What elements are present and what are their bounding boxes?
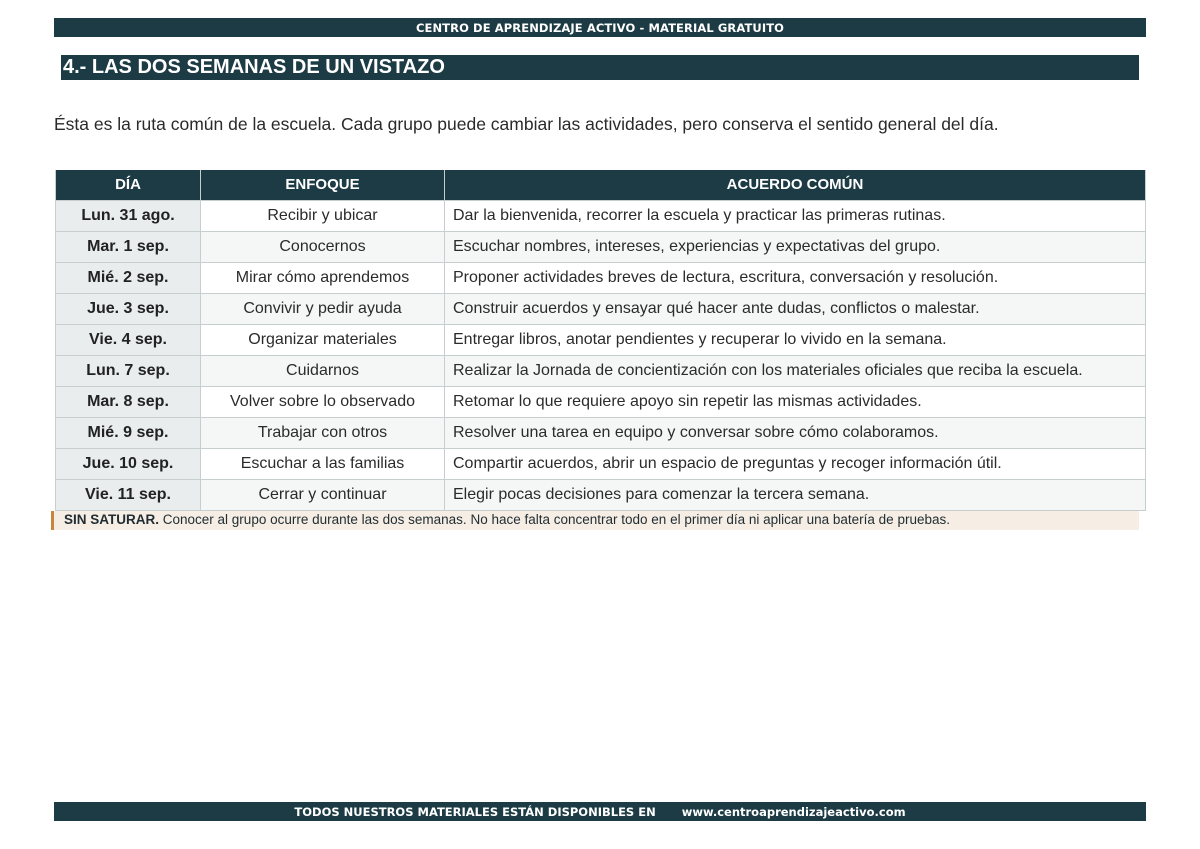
table-row xyxy=(56,386,1146,417)
table-row xyxy=(56,324,1146,355)
row-day: Mié. 2 sep. xyxy=(56,262,201,293)
note-label: SIN SATURAR. xyxy=(64,512,160,527)
row-focus: Recibir y ubicar xyxy=(201,200,445,231)
row-day: Mar. 1 sep. xyxy=(56,231,201,262)
row-day: Lun. 7 sep. xyxy=(56,355,201,386)
row-agreement: Elegir pocas decisiones para comenzar la tercera semana. xyxy=(445,479,1146,510)
table-row xyxy=(56,355,1146,386)
bottom-banner xyxy=(54,802,1146,821)
top-banner-text: CENTRO DE APRENDIZAJE ACTIVO - MATERIAL GRATUITO xyxy=(415,20,785,35)
row-agreement: Entregar libros, anotar pendientes y recuperar lo vivido en la semana. xyxy=(445,324,1146,355)
header-day: DÍA xyxy=(56,170,201,200)
footer-text: TODOS NUESTROS MATERIALES ESTÁN DISPONIBLES EN xyxy=(294,804,656,819)
row-focus: Mirar cómo aprendemos xyxy=(201,262,445,293)
row-day: Vie. 4 sep. xyxy=(56,324,201,355)
row-agreement: Dar la bienvenida, recorrer la escuela y practicar las primeras rutinas. xyxy=(445,200,1146,231)
table-header-row xyxy=(56,170,1146,200)
row-agreement: Resolver una tarea en equipo y conversar sobre cómo colaboramos. xyxy=(445,417,1146,448)
top-banner xyxy=(54,18,1146,37)
note-box xyxy=(51,511,1139,530)
row-day: Jue. 10 sep. xyxy=(56,448,201,479)
row-focus: Conocernos xyxy=(201,231,445,262)
table-row xyxy=(56,262,1146,293)
table-row xyxy=(56,231,1146,262)
row-day: Jue. 3 sep. xyxy=(56,293,201,324)
row-day: Vie. 11 sep. xyxy=(56,479,201,510)
header-agreement: ACUERDO COMÚN xyxy=(445,170,1146,200)
note-text: Conocer al grupo ocurre durante las dos semanas. No hace falta concentrar todo en el primer día ni aplicar una batería de pruebas. xyxy=(159,512,950,527)
row-focus: Volver sobre lo observado xyxy=(201,386,445,417)
row-agreement: Construir acuerdos y ensayar qué hacer ante dudas, conflictos o malestar. xyxy=(445,293,1146,324)
schedule-table xyxy=(55,170,1146,511)
row-focus: Escuchar a las familias xyxy=(201,448,445,479)
table-row xyxy=(56,417,1146,448)
row-agreement: Escuchar nombres, intereses, experiencias y expectativas del grupo. xyxy=(445,231,1146,262)
row-day: Lun. 31 ago. xyxy=(56,200,201,231)
row-focus: Cerrar y continuar xyxy=(201,479,445,510)
row-agreement: Compartir acuerdos, abrir un espacio de preguntas y recoger información útil. xyxy=(445,448,1146,479)
row-agreement: Realizar la Jornada de concientización con los materiales oficiales que reciba la escuela. xyxy=(445,355,1146,386)
header-focus: ENFOQUE xyxy=(201,170,445,200)
row-focus: Trabajar con otros xyxy=(201,417,445,448)
section-title: 4.- LAS DOS SEMANAS DE UN VISTAZO xyxy=(61,55,1139,80)
table-row xyxy=(56,200,1146,231)
row-agreement: Retomar lo que requiere apoyo sin repetir las mismas actividades. xyxy=(445,386,1146,417)
row-focus: Organizar materiales xyxy=(201,324,445,355)
intro-paragraph: Ésta es la ruta común de la escuela. Cada grupo puede cambiar las actividades, pero conserva el sentido general del día. xyxy=(54,114,999,134)
schedule-table-body xyxy=(56,200,1146,510)
row-focus: Cuidarnos xyxy=(201,355,445,386)
table-row xyxy=(56,448,1146,479)
row-focus: Convivir y pedir ayuda xyxy=(201,293,445,324)
footer-url-link[interactable]: www.centroaprendizajeactivo.com xyxy=(681,804,906,819)
row-day: Mié. 9 sep. xyxy=(56,417,201,448)
row-day: Mar. 8 sep. xyxy=(56,386,201,417)
row-agreement: Proponer actividades breves de lectura, escritura, conversación y resolución. xyxy=(445,262,1146,293)
table-row xyxy=(56,293,1146,324)
table-row xyxy=(56,479,1146,510)
